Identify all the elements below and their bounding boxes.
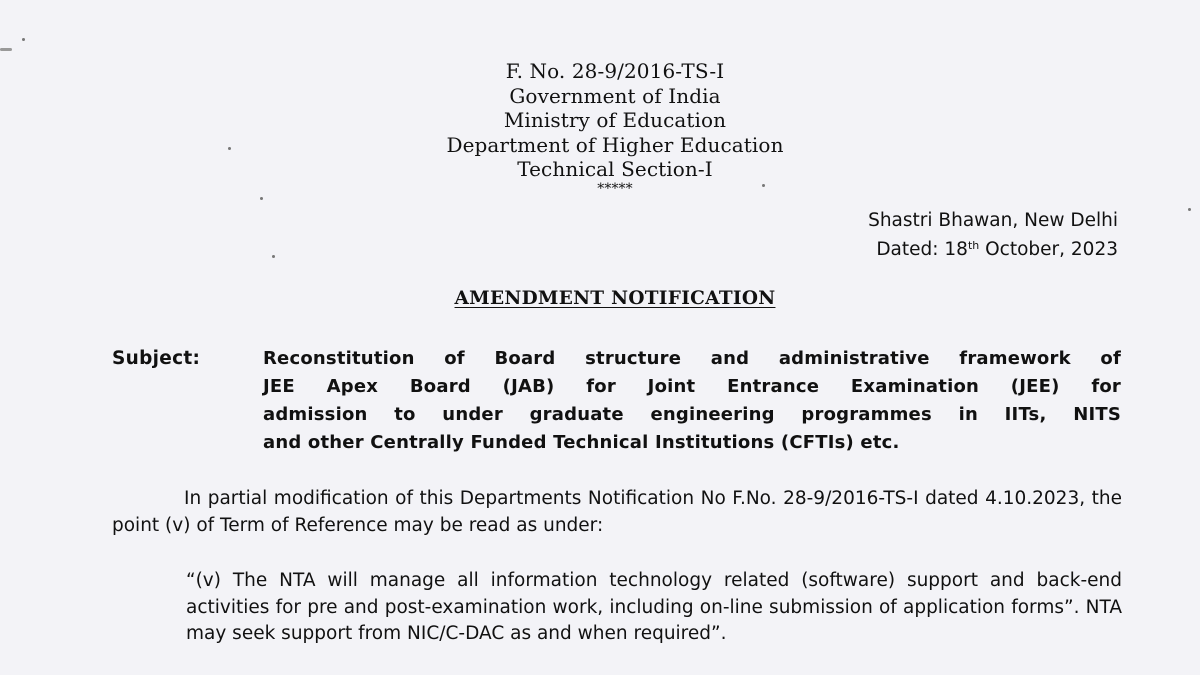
subject-line: Reconstitution of Board structure and administrative framework of — [263, 348, 1121, 369]
ministry-name: Ministry of Education — [503, 108, 727, 132]
header-separator: ***** — [597, 180, 633, 197]
section-name: Technical Section-I — [517, 157, 713, 181]
date-line — [868, 235, 1118, 264]
subject-label: Subject: — [112, 348, 201, 369]
place: Shastri Bhawan, New Delhi — [868, 210, 1118, 231]
scan-mark — [0, 48, 12, 51]
subject-line: admission to under graduate engineering programmes in IITs, NITS — [263, 404, 1121, 425]
subject-line: and other Centrally Funded Technical Institutions (CFTIs) etc. — [263, 432, 900, 453]
quoted-amendment: “(v) The NTA will manage all information technology related (software) support and back-end activities for pre and post-examination work, including on-line submission of application forms”. NTA may seek support from NIC/C-DAC as and when required”. — [186, 570, 1122, 644]
subject-text — [263, 345, 1121, 457]
place-and-date — [868, 206, 1118, 264]
scan-speck — [1188, 208, 1191, 211]
subject-line: JEE Apex Board (JAB) for Joint Entrance Examination (JEE) for — [263, 376, 1121, 397]
department-name: Department of Higher Education — [446, 132, 784, 157]
body-paragraph: In partial modification of this Departments Notification No F.No. 28-9/2016-TS-I dated 4.10.2023, the point (v) of Term of Reference may be read as under: — [112, 488, 1122, 536]
scan-speck — [22, 38, 25, 41]
scan-speck — [272, 255, 275, 258]
notice-title: AMENDMENT NOTIFICATION — [454, 288, 776, 309]
date-ordinal: th — [967, 239, 980, 252]
government-name: Government of India — [509, 83, 721, 108]
date-rest: October, 2023 — [979, 239, 1118, 260]
letter-header — [0, 59, 1200, 198]
date-prefix: Dated: 18 — [876, 239, 968, 260]
file-number: F. No. 28-9/2016-TS-I — [505, 59, 725, 83]
